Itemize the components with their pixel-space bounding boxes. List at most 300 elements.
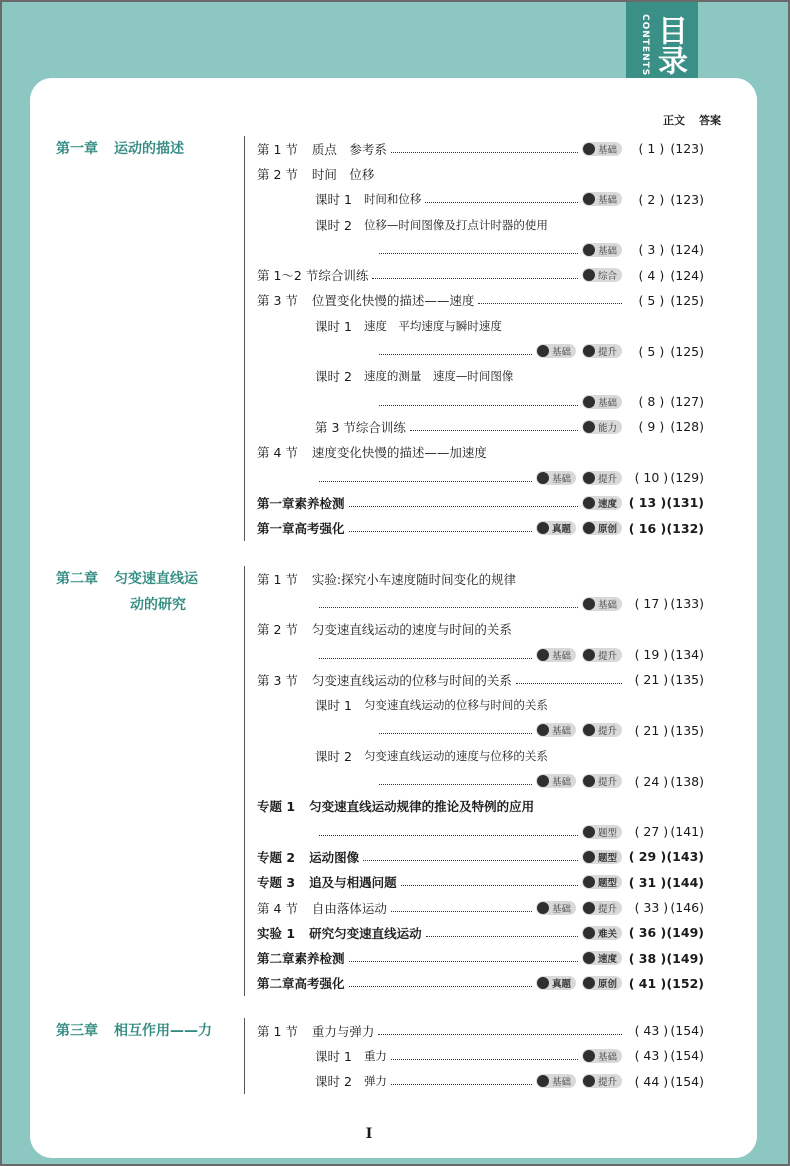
dot-leader (379, 777, 532, 785)
dot-leader (372, 271, 578, 279)
badge-icon (537, 522, 549, 534)
toc-entry[interactable] (245, 338, 704, 363)
level-badge (582, 723, 622, 737)
entry-number: 课时 1 (315, 698, 352, 714)
answer-page: (131) (666, 495, 704, 511)
chapter-title (56, 1018, 241, 1044)
chapter-label: 第三章 (56, 1023, 98, 1039)
dot-leader (391, 904, 532, 912)
toc-entry[interactable] (245, 895, 704, 920)
chapter-entries (244, 566, 704, 996)
body-page: ( 5 ) (638, 343, 665, 359)
toc-entry[interactable] (245, 819, 704, 844)
badge-icon (537, 472, 549, 484)
toc-entry[interactable] (245, 844, 704, 869)
badge-label: 原创 (597, 524, 617, 536)
entry-text: 重力与弹力 (311, 1023, 375, 1039)
dot-leader (379, 398, 578, 406)
entry-title (315, 418, 406, 436)
entry-pages (626, 976, 704, 991)
entry-number: 课时 2 (315, 369, 352, 385)
entry-title (257, 570, 516, 588)
level-badge (582, 1074, 622, 1088)
badge-group (582, 850, 622, 864)
badge-group (536, 723, 622, 737)
body-page: ( 31 ) (628, 874, 667, 890)
dot-leader (379, 246, 578, 254)
level-badge (536, 521, 576, 535)
entry-number: 课时 2 (315, 217, 352, 233)
badge-label: 题型 (597, 878, 617, 890)
body-page: ( 3 ) (638, 242, 665, 258)
answer-page: (123) (670, 191, 704, 207)
badge-group (536, 344, 622, 358)
answer-page: (143) (666, 849, 704, 865)
entry-title (257, 266, 368, 284)
contents-zh-label: 目录 (652, 15, 687, 75)
answer-page: (128) (670, 419, 704, 435)
badge-icon (583, 421, 595, 433)
badge-label: 真题 (551, 979, 571, 991)
entry-number: 第 2 节 (257, 622, 298, 638)
badge-label: 基础 (551, 777, 571, 789)
dot-leader (516, 676, 622, 684)
entry-number: 专题 2 (257, 849, 296, 865)
badge-group (536, 976, 622, 990)
badge-icon (537, 345, 549, 357)
dot-leader (379, 726, 532, 734)
badge-label: 基础 (597, 144, 617, 156)
entry-pages (626, 596, 704, 611)
entry-pages (626, 419, 704, 434)
badge-label: 提升 (597, 473, 617, 485)
body-page: ( 8 ) (638, 394, 665, 410)
badge-label: 基础 (597, 195, 617, 207)
badge-icon (583, 1075, 595, 1087)
entry-number: 课时 1 (315, 1048, 352, 1064)
entry-text: 弹力 (363, 1074, 387, 1089)
entry-pages (626, 141, 704, 156)
answer-column-label: 答案 (699, 114, 721, 127)
answer-page: (135) (670, 672, 704, 688)
level-badge (582, 1049, 622, 1063)
badge-label: 速度 (597, 498, 617, 510)
badge-icon (583, 724, 595, 736)
body-page: ( 38 ) (628, 950, 667, 966)
badge-label: 提升 (597, 777, 617, 789)
toc-entry[interactable] (245, 617, 704, 642)
dot-leader (401, 878, 578, 886)
badge-group (536, 774, 622, 788)
entry-pages (626, 394, 704, 409)
toc-entry[interactable] (245, 1043, 704, 1068)
toc-entry[interactable] (245, 667, 704, 692)
body-page: ( 21 ) (634, 672, 669, 688)
body-page: ( 4 ) (638, 267, 665, 283)
badge-label: 基础 (551, 650, 571, 662)
entry-title (257, 671, 512, 689)
body-page: ( 21 ) (634, 722, 669, 738)
level-badge (536, 471, 576, 485)
badge-label: 原创 (597, 979, 617, 991)
entry-title (257, 620, 512, 638)
entry-number: 第 4 节 (257, 445, 298, 461)
toc-entry[interactable] (245, 465, 704, 490)
badge-label: 基础 (551, 1077, 571, 1089)
badge-icon (583, 826, 595, 838)
answer-page: (125) (670, 343, 704, 359)
body-page: ( 33 ) (634, 900, 669, 915)
entry-text: 时间 位移 (311, 166, 375, 182)
level-badge (536, 1074, 576, 1088)
answer-page: (134) (670, 647, 704, 663)
badge-icon (537, 649, 549, 661)
dot-leader (426, 929, 578, 937)
badge-group (536, 901, 622, 915)
entry-pages (626, 242, 704, 257)
level-badge (582, 648, 622, 662)
level-badge (582, 597, 622, 611)
badge-group (582, 395, 622, 409)
dot-leader (378, 1027, 622, 1035)
level-badge (582, 344, 622, 358)
dot-leader (379, 347, 532, 355)
body-column-label: 正文 (663, 114, 685, 127)
toc-entry[interactable] (245, 364, 704, 389)
badge-label: 提升 (597, 726, 617, 738)
entry-number: 第 2 节 (257, 166, 298, 182)
dot-leader (478, 296, 622, 304)
entry-title (315, 190, 421, 208)
badge-label: 基础 (597, 397, 617, 409)
entry-text: 匀变速直线运动的速度与位移的关系 (363, 748, 548, 763)
dot-leader (425, 195, 578, 203)
badge-group (582, 951, 622, 965)
answer-page: (141) (670, 824, 704, 840)
contents-en-label: CONTENTS (640, 13, 650, 77)
toc-entry[interactable] (245, 389, 704, 414)
body-page: ( 41 ) (628, 975, 667, 991)
toc-entry[interactable] (245, 237, 704, 262)
entry-pages (626, 344, 704, 359)
entry-text: 位置变化快慢的描述——速度 (311, 293, 475, 309)
toc-entry[interactable] (245, 288, 704, 313)
entry-text: 第 3 节综合训练 (315, 419, 406, 435)
answer-page: (149) (666, 950, 704, 966)
level-badge (536, 723, 576, 737)
entry-title (315, 216, 548, 234)
toc-entry[interactable] (245, 440, 704, 465)
answer-page: (154) (670, 1023, 704, 1039)
badge-icon (583, 472, 595, 484)
badge-icon (583, 143, 595, 155)
badge-icon (583, 269, 595, 281)
entry-text: 速度 平均速度与瞬时速度 (363, 318, 502, 333)
toc-entry[interactable] (245, 1018, 704, 1043)
toc-entry[interactable] (245, 1069, 704, 1094)
level-badge (582, 420, 622, 434)
body-page: ( 9 ) (638, 419, 665, 435)
entry-text: 追及与相遇问题 (309, 875, 397, 891)
entry-title (315, 696, 548, 714)
entry-title (315, 747, 548, 765)
toc-panel (30, 78, 757, 1158)
entry-title (315, 1072, 387, 1090)
body-page: ( 27 ) (634, 824, 669, 840)
entry-text: 第二章高考强化 (257, 976, 345, 992)
badge-icon (537, 775, 549, 787)
toc-entry[interactable] (245, 692, 704, 717)
level-badge (582, 268, 622, 282)
entry-pages (626, 849, 704, 864)
entry-pages (626, 925, 704, 940)
answer-page: (144) (666, 874, 704, 890)
entry-number: 专题 1 (257, 799, 296, 815)
entry-number: 课时 1 (315, 318, 352, 334)
entry-number: 课时 2 (315, 748, 352, 764)
level-badge (582, 471, 622, 485)
entry-number: 第 1 节 (257, 571, 298, 587)
badge-group (582, 142, 622, 156)
level-badge (582, 496, 622, 510)
level-badge (582, 901, 622, 915)
answer-page: (132) (666, 520, 704, 536)
entry-text: 时间和位移 (363, 192, 422, 207)
entry-title (257, 291, 474, 309)
dot-leader (391, 1052, 578, 1060)
entry-pages (626, 900, 704, 915)
toc-entry[interactable] (245, 920, 704, 945)
badge-group (582, 192, 622, 206)
dot-leader (410, 423, 578, 431)
toc-entry[interactable] (245, 187, 704, 212)
answer-page: (138) (670, 773, 704, 789)
badge-icon (583, 902, 595, 914)
entry-number: 第 3 节 (257, 293, 298, 309)
chapter-name: 匀变速直线运 (114, 571, 198, 587)
entry-text: 匀变速直线运动的位移与时间的关系 (363, 698, 548, 713)
dot-leader (349, 499, 578, 507)
level-badge (536, 648, 576, 662)
toc-entry[interactable] (245, 313, 704, 338)
chapter-label: 第二章 (56, 571, 98, 587)
entry-title (257, 494, 345, 512)
entry-title (315, 367, 513, 385)
entry-text: 速度的测量 速度—时间图像 (363, 369, 514, 384)
chapter-name: 相互作用——力 (114, 1023, 212, 1039)
entry-text: 第一章素养检测 (257, 495, 345, 511)
badge-label: 基础 (597, 1051, 617, 1063)
body-page: ( 1 ) (638, 141, 665, 157)
entry-text: 匀变速直线运动规律的推论及特例的应用 (309, 799, 535, 815)
entry-pages (626, 470, 704, 485)
entry-number: 专题 3 (257, 875, 296, 891)
toc-entry[interactable] (245, 161, 704, 186)
toc-entry[interactable] (245, 794, 704, 819)
entry-title (257, 899, 387, 917)
entry-pages (626, 1048, 704, 1063)
entry-title (257, 848, 359, 866)
chapter-entries (244, 1018, 704, 1094)
chapter-name: 运动的描述 (114, 141, 184, 157)
level-badge (536, 344, 576, 358)
badge-group (582, 268, 622, 282)
entry-text: 匀变速直线运动的位移与时间的关系 (311, 672, 512, 688)
chapter-title (56, 136, 241, 162)
toc-entry[interactable] (245, 768, 704, 793)
dot-leader (363, 853, 578, 861)
dot-leader (391, 145, 578, 153)
badge-label: 基础 (551, 473, 571, 485)
badge-icon (537, 724, 549, 736)
entry-number: 课时 1 (315, 192, 352, 208)
entry-pages (626, 774, 704, 789)
toc-entry[interactable] (245, 945, 704, 970)
toc-entry[interactable] (245, 490, 704, 515)
badge-icon (537, 977, 549, 989)
answer-page: (146) (670, 900, 704, 915)
entry-pages (626, 1023, 704, 1038)
entry-number: 第 1 节 (257, 1023, 298, 1039)
entry-text: 第一章高考强化 (257, 521, 345, 537)
entry-text: 自由落体运动 (311, 900, 387, 916)
badge-group (582, 875, 622, 889)
badge-group (582, 420, 622, 434)
badge-label: 速度 (597, 954, 617, 966)
level-badge (582, 850, 622, 864)
entry-number: 实验 1 (257, 925, 296, 941)
badge-label: 综合 (597, 271, 617, 283)
level-badge (582, 521, 622, 535)
badge-icon (537, 1075, 549, 1087)
entry-pages (626, 1074, 704, 1089)
toc-entry[interactable] (245, 591, 704, 616)
entry-text: 实验:探究小车速度随时间变化的规律 (311, 571, 517, 587)
body-page: ( 43 ) (634, 1023, 669, 1039)
toc-entry[interactable] (245, 136, 704, 161)
entry-pages (626, 723, 704, 738)
entry-title (257, 1022, 374, 1040)
dot-leader (319, 651, 532, 659)
badge-icon (583, 598, 595, 610)
dot-leader (391, 1077, 532, 1085)
toc-entry[interactable] (245, 262, 704, 287)
toc-entry[interactable] (245, 642, 704, 667)
answer-page: (127) (670, 394, 704, 410)
toc-entry[interactable] (245, 743, 704, 768)
badge-label: 题型 (597, 852, 617, 864)
answer-page: (154) (670, 1073, 704, 1089)
entry-text: 第二章素养检测 (257, 951, 345, 967)
entry-text: 第 1～2 节综合训练 (257, 268, 369, 284)
entry-title (257, 797, 534, 815)
badge-group (582, 825, 622, 839)
entry-text: 质点 参考系 (311, 141, 387, 157)
badge-group (582, 496, 622, 510)
entry-pages (626, 293, 704, 308)
badge-icon (583, 876, 595, 888)
badge-group (536, 471, 622, 485)
badge-label: 能力 (597, 422, 617, 434)
badge-group (536, 521, 622, 535)
body-page: ( 17 ) (634, 596, 669, 612)
badge-icon (583, 927, 595, 939)
toc-entry[interactable] (245, 515, 704, 540)
level-badge (536, 901, 576, 915)
toc-entry[interactable] (245, 212, 704, 237)
toc-entry[interactable] (245, 870, 704, 895)
entry-text: 重力 (363, 1048, 387, 1063)
badge-group (582, 597, 622, 611)
body-page: ( 2 ) (638, 191, 665, 207)
entry-title (257, 974, 345, 992)
badge-group (582, 1049, 622, 1063)
badge-label: 提升 (597, 1077, 617, 1089)
dot-leader (349, 954, 578, 962)
toc-entry[interactable] (245, 414, 704, 439)
toc-entry[interactable] (245, 971, 704, 996)
body-page: ( 43 ) (634, 1048, 669, 1064)
entry-text: 速度变化快慢的描述——加速度 (311, 445, 487, 461)
badge-icon (583, 345, 595, 357)
answer-page: (125) (670, 292, 704, 308)
badge-icon (583, 244, 595, 256)
badge-icon (583, 851, 595, 863)
body-page: ( 16 ) (628, 520, 667, 536)
entry-title (257, 949, 345, 967)
badge-label: 真题 (551, 524, 571, 536)
dot-leader (349, 979, 532, 987)
body-page: ( 44 ) (634, 1073, 669, 1089)
entry-title (257, 519, 345, 537)
badge-icon (583, 193, 595, 205)
entry-number: 课时 2 (315, 1074, 352, 1090)
chapter-name-line2: 动的研究 (130, 597, 186, 613)
chapter-entries (244, 136, 704, 541)
entry-title (257, 165, 374, 183)
badge-icon (537, 902, 549, 914)
toc-entry[interactable] (245, 566, 704, 591)
badge-icon (583, 396, 595, 408)
badge-icon (583, 977, 595, 989)
entry-title (315, 317, 502, 335)
badge-group (582, 926, 622, 940)
badge-label: 提升 (597, 347, 617, 359)
badge-label: 题型 (597, 827, 617, 839)
answer-page: (123) (670, 141, 704, 157)
badge-icon (583, 649, 595, 661)
level-badge (582, 192, 622, 206)
entry-number: 第 4 节 (257, 900, 298, 916)
column-header (663, 112, 721, 128)
badge-label: 基础 (597, 245, 617, 257)
body-page: ( 36 ) (628, 925, 667, 941)
badge-label: 基础 (551, 903, 571, 915)
entry-text: 匀变速直线运动的速度与时间的关系 (311, 622, 512, 638)
badge-group (582, 243, 622, 257)
contents-tab (626, 0, 698, 90)
level-badge (582, 976, 622, 990)
entry-pages (626, 647, 704, 662)
level-badge (582, 395, 622, 409)
body-page: ( 19 ) (634, 647, 669, 663)
entry-pages (626, 672, 704, 687)
answer-page: (133) (670, 596, 704, 612)
badge-group (536, 648, 622, 662)
toc-entry[interactable] (245, 718, 704, 743)
level-badge (582, 926, 622, 940)
answer-page: (124) (670, 267, 704, 283)
